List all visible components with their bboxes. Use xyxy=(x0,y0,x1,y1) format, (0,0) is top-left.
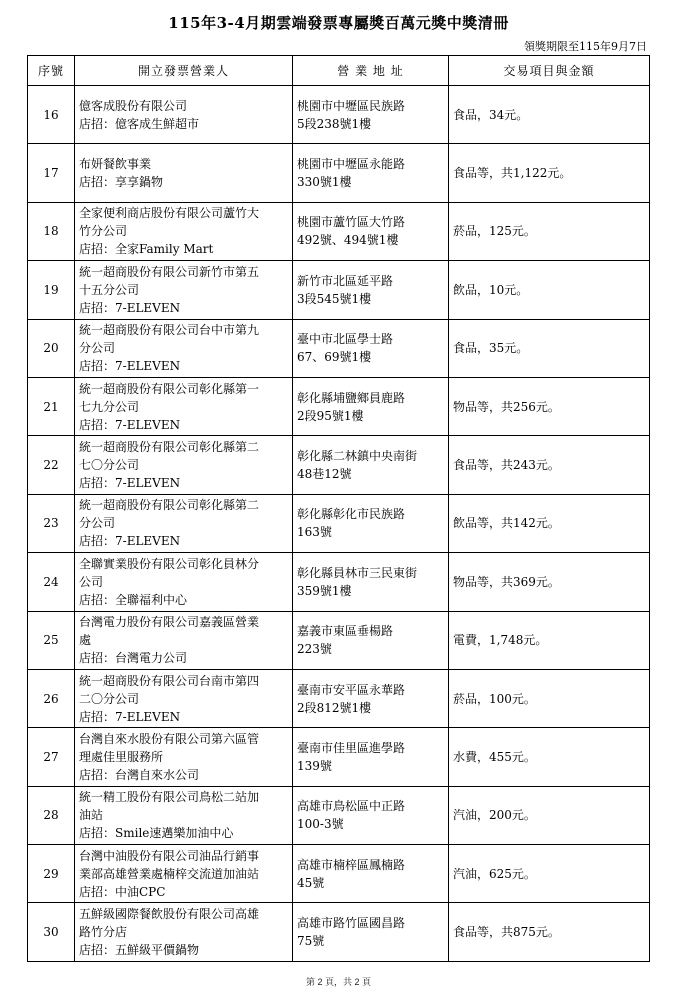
table-row xyxy=(28,144,650,202)
table-row xyxy=(28,553,650,611)
transaction-cell: 水費，455元。 xyxy=(449,728,650,786)
address-line: 彰化縣員林市三民東街 xyxy=(297,565,418,580)
serial-number: 16 xyxy=(28,86,75,144)
address-cell xyxy=(293,786,449,844)
address-line: 48巷12號 xyxy=(297,467,352,482)
serial-number: 24 xyxy=(28,553,75,611)
merchant-line: 油站 xyxy=(79,808,104,823)
address-cell xyxy=(293,86,449,144)
address-line: 45號 xyxy=(297,875,325,890)
address-line: 359號1樓 xyxy=(297,583,352,598)
address-cell xyxy=(293,319,449,377)
serial-number: 26 xyxy=(28,669,75,727)
transaction-cell: 食品，35元。 xyxy=(449,319,650,377)
address-cell xyxy=(293,611,449,669)
merchant-line: 店招：全聯福利中心 xyxy=(79,592,188,607)
address-cell xyxy=(293,669,449,727)
address-line: 桃園市中壢區永能路 xyxy=(297,157,406,172)
merchant-line: 五鮮級國際餐飲股份有限公司高雄 xyxy=(79,907,260,922)
merchant-line: 店招：7-ELEVEN xyxy=(79,534,181,549)
address-cell xyxy=(293,202,449,260)
claim-deadline: 領獎期限至115年9月7日 xyxy=(524,40,647,53)
address-line: 嘉義市東區垂楊路 xyxy=(297,624,394,639)
serial-number: 27 xyxy=(28,728,75,786)
address-line: 新竹市北區延平路 xyxy=(297,273,394,288)
merchant-line: 統一超商股份有限公司新竹市第五 xyxy=(79,264,260,279)
address-cell xyxy=(293,436,449,494)
serial-number: 28 xyxy=(28,786,75,844)
merchant-line: 店招：7-ELEVEN xyxy=(79,476,181,491)
transaction-cell: 菸品，125元。 xyxy=(449,202,650,260)
address-line: 223號 xyxy=(297,642,332,657)
address-line: 彰化縣彰化市民族路 xyxy=(297,507,406,522)
transaction-cell: 汽油，625元。 xyxy=(449,845,650,903)
serial-number: 22 xyxy=(28,436,75,494)
transaction-cell: 菸品，100元。 xyxy=(449,669,650,727)
merchant-line: 分公司 xyxy=(79,516,116,531)
transaction-cell: 電費，1,748元。 xyxy=(449,611,650,669)
merchant-line: 店招：億客成生鮮超市 xyxy=(79,116,200,131)
transaction-cell: 飲品等，共142元。 xyxy=(449,494,650,552)
merchant-cell xyxy=(75,144,293,202)
serial-number: 17 xyxy=(28,144,75,202)
merchant-line: 店招：五鮮級平價鍋物 xyxy=(79,943,200,958)
merchant-line: 統一超商股份有限公司彰化縣第二 xyxy=(79,498,260,513)
header-address: 營 業 地 址 xyxy=(293,56,449,86)
header-merchant: 開立發票營業人 xyxy=(75,56,293,86)
transaction-cell: 食品，34元。 xyxy=(449,86,650,144)
merchant-line: 店招：7-ELEVEN xyxy=(79,300,181,315)
merchant-line: 店招：Smile速邁樂加油中心 xyxy=(79,826,234,841)
header-serial-no: 序號 xyxy=(28,56,75,86)
address-line: 3段545號1樓 xyxy=(297,291,372,306)
merchant-cell xyxy=(75,377,293,435)
address-cell xyxy=(293,261,449,319)
address-cell xyxy=(293,553,449,611)
merchant-line: 處 xyxy=(79,633,92,648)
table-row xyxy=(28,728,650,786)
merchant-line: 七九分公司 xyxy=(79,399,140,414)
merchant-cell xyxy=(75,86,293,144)
merchant-line: 店招：台灣自來水公司 xyxy=(79,767,200,782)
table-row xyxy=(28,845,650,903)
address-line: 163號 xyxy=(297,525,332,540)
serial-number: 20 xyxy=(28,319,75,377)
merchant-line: 全家便利商店股份有限公司蘆竹大 xyxy=(79,206,260,221)
address-line: 高雄市楠梓區鳳楠路 xyxy=(297,857,406,872)
merchant-line: 店招：7-ELEVEN xyxy=(79,359,181,374)
merchant-line: 分公司 xyxy=(79,341,116,356)
merchant-line: 竹分公司 xyxy=(79,224,128,239)
address-cell xyxy=(293,144,449,202)
merchant-line: 統一超商股份有限公司彰化縣第一 xyxy=(79,381,260,396)
merchant-line: 台灣自來水股份有限公司第六區管 xyxy=(79,731,260,746)
address-cell xyxy=(293,845,449,903)
merchant-cell xyxy=(75,436,293,494)
merchant-cell xyxy=(75,261,293,319)
merchant-cell xyxy=(75,494,293,552)
table-header-row xyxy=(28,56,650,86)
merchant-line: 店招：享享鍋物 xyxy=(79,175,164,190)
address-line: 139號 xyxy=(297,758,332,773)
serial-number: 23 xyxy=(28,494,75,552)
table-row xyxy=(28,261,650,319)
table-row xyxy=(28,436,650,494)
serial-number: 18 xyxy=(28,202,75,260)
address-line: 彰化縣二林鎮中央南街 xyxy=(297,449,418,464)
transaction-cell: 飲品，10元。 xyxy=(449,261,650,319)
transaction-cell: 物品等，共369元。 xyxy=(449,553,650,611)
merchant-line: 店招：7-ELEVEN xyxy=(79,709,181,724)
merchant-line: 布妍餐飲事業 xyxy=(79,157,152,172)
address-line: 臺南市安平區永華路 xyxy=(297,682,406,697)
merchant-line: 店招：全家Family Mart xyxy=(79,242,214,257)
serial-number: 25 xyxy=(28,611,75,669)
table-row xyxy=(28,786,650,844)
merchant-line: 十五分公司 xyxy=(79,282,140,297)
header-transaction: 交易項目與金額 xyxy=(449,56,650,86)
merchant-line: 統一超商股份有限公司台南市第四 xyxy=(79,673,260,688)
table-row xyxy=(28,903,650,961)
merchant-line: 七〇分公司 xyxy=(79,458,140,473)
merchant-cell xyxy=(75,845,293,903)
address-cell xyxy=(293,494,449,552)
address-line: 臺南市佳里區進學路 xyxy=(297,740,406,755)
address-line: 330號1樓 xyxy=(297,175,352,190)
merchant-line: 二〇分公司 xyxy=(79,691,140,706)
merchant-cell xyxy=(75,728,293,786)
merchant-line: 店招：台灣電力公司 xyxy=(79,651,188,666)
merchant-line: 店招：中油CPC xyxy=(79,884,166,899)
serial-number: 30 xyxy=(28,903,75,961)
merchant-cell xyxy=(75,553,293,611)
address-cell xyxy=(293,377,449,435)
transaction-cell: 物品等，共256元。 xyxy=(449,377,650,435)
winners-table xyxy=(27,55,650,962)
address-line: 2段812號1樓 xyxy=(297,700,372,715)
merchant-line: 統一超商股份有限公司彰化縣第二 xyxy=(79,440,260,455)
address-line: 彰化縣埔鹽鄉員鹿路 xyxy=(297,390,406,405)
table-row xyxy=(28,377,650,435)
merchant-line: 路竹分店 xyxy=(79,925,128,940)
transaction-cell: 汽油，200元。 xyxy=(449,786,650,844)
table-row xyxy=(28,669,650,727)
merchant-cell xyxy=(75,669,293,727)
address-line: 492號、494號1樓 xyxy=(297,233,399,248)
table-row xyxy=(28,86,650,144)
merchant-cell xyxy=(75,202,293,260)
merchant-line: 全聯實業股份有限公司彰化員林分 xyxy=(79,556,260,571)
merchant-line: 店招：7-ELEVEN xyxy=(79,417,181,432)
merchant-line: 理處佳里服務所 xyxy=(79,749,164,764)
address-line: 100-3號 xyxy=(297,817,344,832)
merchant-line: 台灣電力股份有限公司嘉義區營業 xyxy=(79,615,260,630)
merchant-line: 億客成股份有限公司 xyxy=(79,98,188,113)
table-row xyxy=(28,319,650,377)
table-row xyxy=(28,494,650,552)
merchant-line: 統一精工股份有限公司鳥松二站加 xyxy=(79,790,260,805)
table-row xyxy=(28,202,650,260)
serial-number: 19 xyxy=(28,261,75,319)
merchant-line: 公司 xyxy=(79,574,104,589)
address-cell xyxy=(293,728,449,786)
merchant-cell xyxy=(75,786,293,844)
page-number: 第 2 頁，共 2 頁 xyxy=(305,977,371,987)
address-line: 75號 xyxy=(297,934,325,949)
transaction-cell: 食品等，共875元。 xyxy=(449,903,650,961)
serial-number: 29 xyxy=(28,845,75,903)
transaction-cell: 食品等，共1,122元。 xyxy=(449,144,650,202)
merchant-line: 業部高雄營業處楠梓交流道加油站 xyxy=(79,866,260,881)
table-body xyxy=(28,86,650,962)
page-title: 115年3-4月期雲端發票專屬獎百萬元獎中獎清冊 xyxy=(168,14,509,32)
address-line: 2段95號1樓 xyxy=(297,408,364,423)
address-line: 高雄市鳥松區中正路 xyxy=(297,799,406,814)
transaction-cell: 食品等，共243元。 xyxy=(449,436,650,494)
serial-number: 21 xyxy=(28,377,75,435)
address-line: 桃園市中壢區民族路 xyxy=(297,98,406,113)
table-row xyxy=(28,611,650,669)
address-line: 5段238號1樓 xyxy=(297,116,372,131)
address-line: 67、69號1樓 xyxy=(297,350,372,365)
merchant-line: 台灣中油股份有限公司油品行銷事 xyxy=(79,848,260,863)
address-line: 桃園市蘆竹區大竹路 xyxy=(297,215,406,230)
merchant-cell xyxy=(75,611,293,669)
merchant-cell xyxy=(75,903,293,961)
merchant-cell xyxy=(75,319,293,377)
address-cell xyxy=(293,903,449,961)
address-line: 臺中市北區學士路 xyxy=(297,332,394,347)
address-line: 高雄市路竹區國昌路 xyxy=(297,916,406,931)
merchant-line: 統一超商股份有限公司台中市第九 xyxy=(79,323,260,338)
